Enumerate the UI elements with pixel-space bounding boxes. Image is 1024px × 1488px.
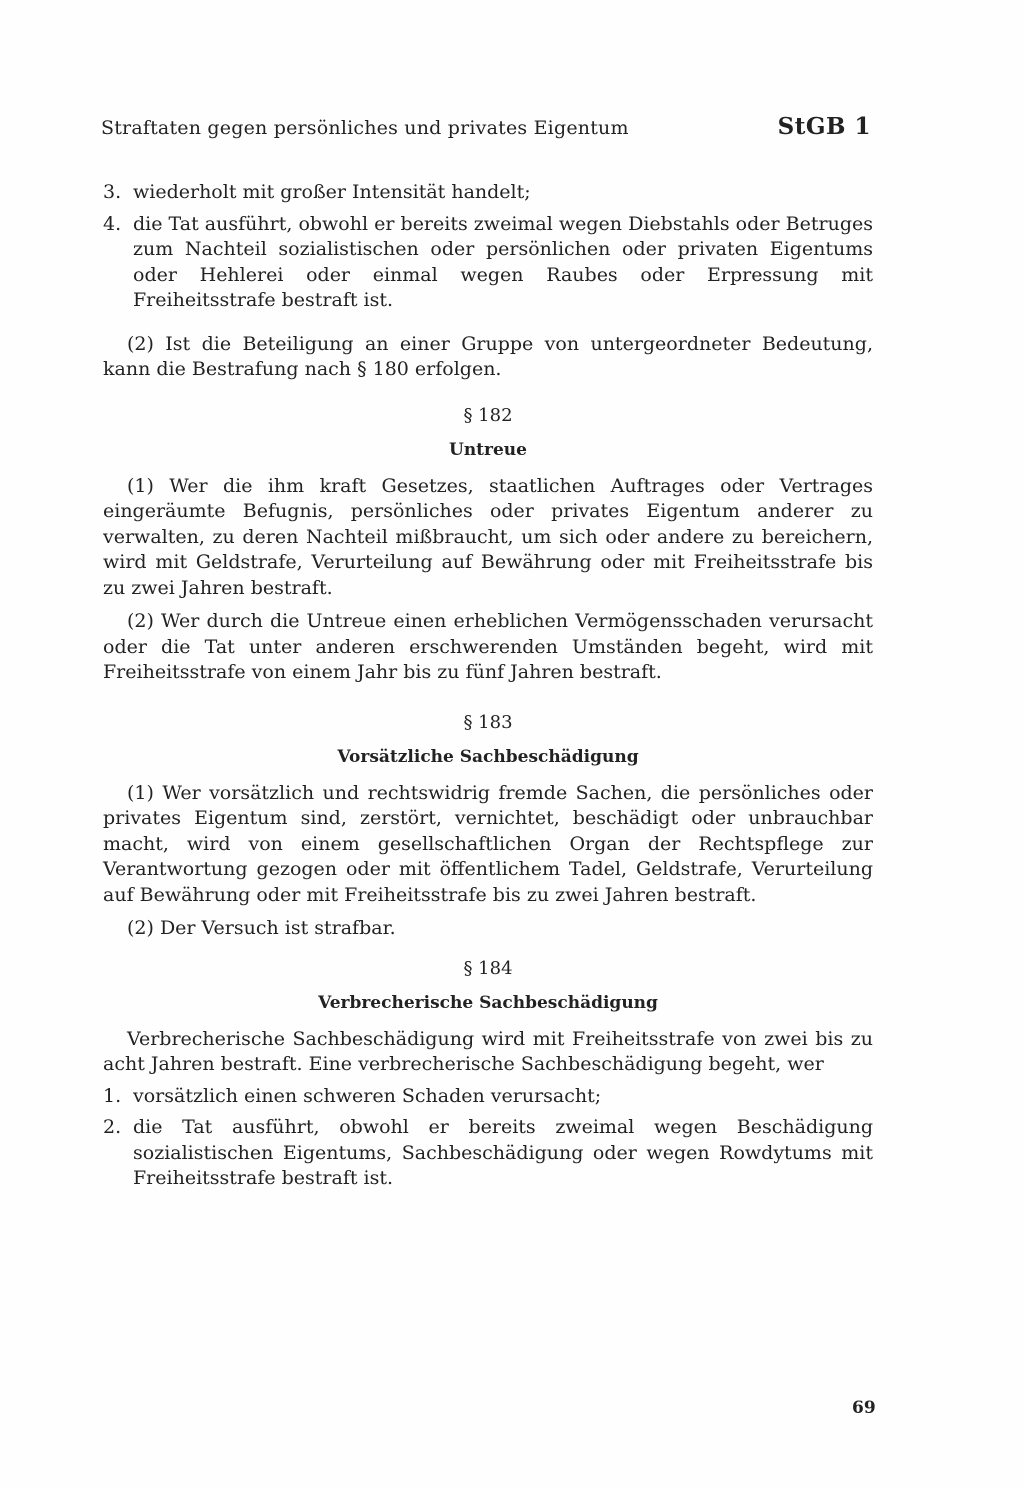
- list-item-text: die Tat ausführt, obwohl er bereits zweimal wegen Diebstahls oder Betruges zum Nachteil sozialistischen oder persönlichen oder privaten Eigentums oder Hehlerei oder einmal wegen Raubes oder Erpressung mit Freiheitsstrafe bestraft ist.: [133, 212, 873, 311]
- list-item: [103, 212, 873, 314]
- list-item-number: 4.: [103, 212, 122, 235]
- section-title: Vorsätzliche Sachbeschädigung: [337, 747, 639, 767]
- list-item-number: 3.: [103, 181, 122, 203]
- list-item: [103, 1115, 873, 1192]
- list-item-text: wiederholt mit großer Intensität handelt;: [133, 181, 531, 203]
- section-title: Verbrecherische Sachbeschädigung: [318, 993, 658, 1013]
- list-item: [103, 1084, 873, 1110]
- paragraph: (1) Wer die ihm kraft Gesetzes, staatlichen Auftrages oder Vertrages eingeräumte Befugnis, persönliches oder privates Eigentum anderer zu verwalten, zu deren Nachteil mißbraucht, um sich oder andere zu bereichern, wird mit Geldstrafe, Verurteilung auf Bewährung oder mit Freiheitsstrafe bis zu zwei Jahren bestraft.: [103, 474, 873, 599]
- code-mark: StGB 1: [777, 113, 871, 140]
- section-number: § 184: [463, 957, 513, 979]
- section-number: § 183: [463, 711, 513, 733]
- page-number: 69: [852, 1398, 876, 1418]
- page-header: [101, 113, 871, 140]
- section-number: § 182: [463, 404, 513, 426]
- list-item-number: 2.: [103, 1116, 122, 1138]
- list-item-text: vorsätzlich einen schweren Schaden verursacht;: [133, 1084, 602, 1107]
- paragraph: (2) Der Versuch ist strafbar.: [127, 917, 396, 939]
- section-title: Untreue: [449, 440, 527, 460]
- paragraph: Verbrecherische Sachbeschädigung wird mit Freiheitsstrafe von zwei bis zu acht Jahren bestraft. Eine verbrecherische Sachbeschädigung begeht, wer: [103, 1027, 873, 1075]
- paragraph: (1) Wer vorsätzlich und rechtswidrig fremde Sachen, die persönliches oder privates Eigentum sind, zerstört, vernichtet, beschädigt oder unbrauchbar macht, wird von einem gesellschaftlichen Organ der Rechtspflege zur Verantwortung gezogen oder mit öffentlichem Tadel, Geldstrafe, Verurteilung auf Bewährung oder mit Freiheitsstrafe bis zu zwei Jahren bestraft.: [103, 781, 873, 906]
- list-item: [103, 180, 873, 206]
- list-item-number: 1.: [103, 1084, 122, 1107]
- page-body: [103, 180, 873, 1198]
- list-item-text: die Tat ausführt, obwohl er bereits zweimal wegen Beschädigung sozialistischen Eigentums, Sachbeschädigung oder wegen Rowdytums mit Freiheitsstrafe bestraft ist.: [133, 1116, 873, 1189]
- running-title: Straftaten gegen persönliches und privates Eigentum: [101, 117, 629, 139]
- paragraph: (2) Wer durch die Untreue einen erheblichen Vermögensschaden verursacht oder die Tat unter anderen erschwerenden Umständen begeht, wird mit Freiheitsstrafe von einem Jahr bis zu fünf Jahren bestraft.: [103, 610, 873, 683]
- paragraph: (2) Ist die Beteiligung an einer Gruppe von untergeordneter Bedeutung, kann die Bestrafung nach § 180 erfolgen.: [103, 332, 873, 380]
